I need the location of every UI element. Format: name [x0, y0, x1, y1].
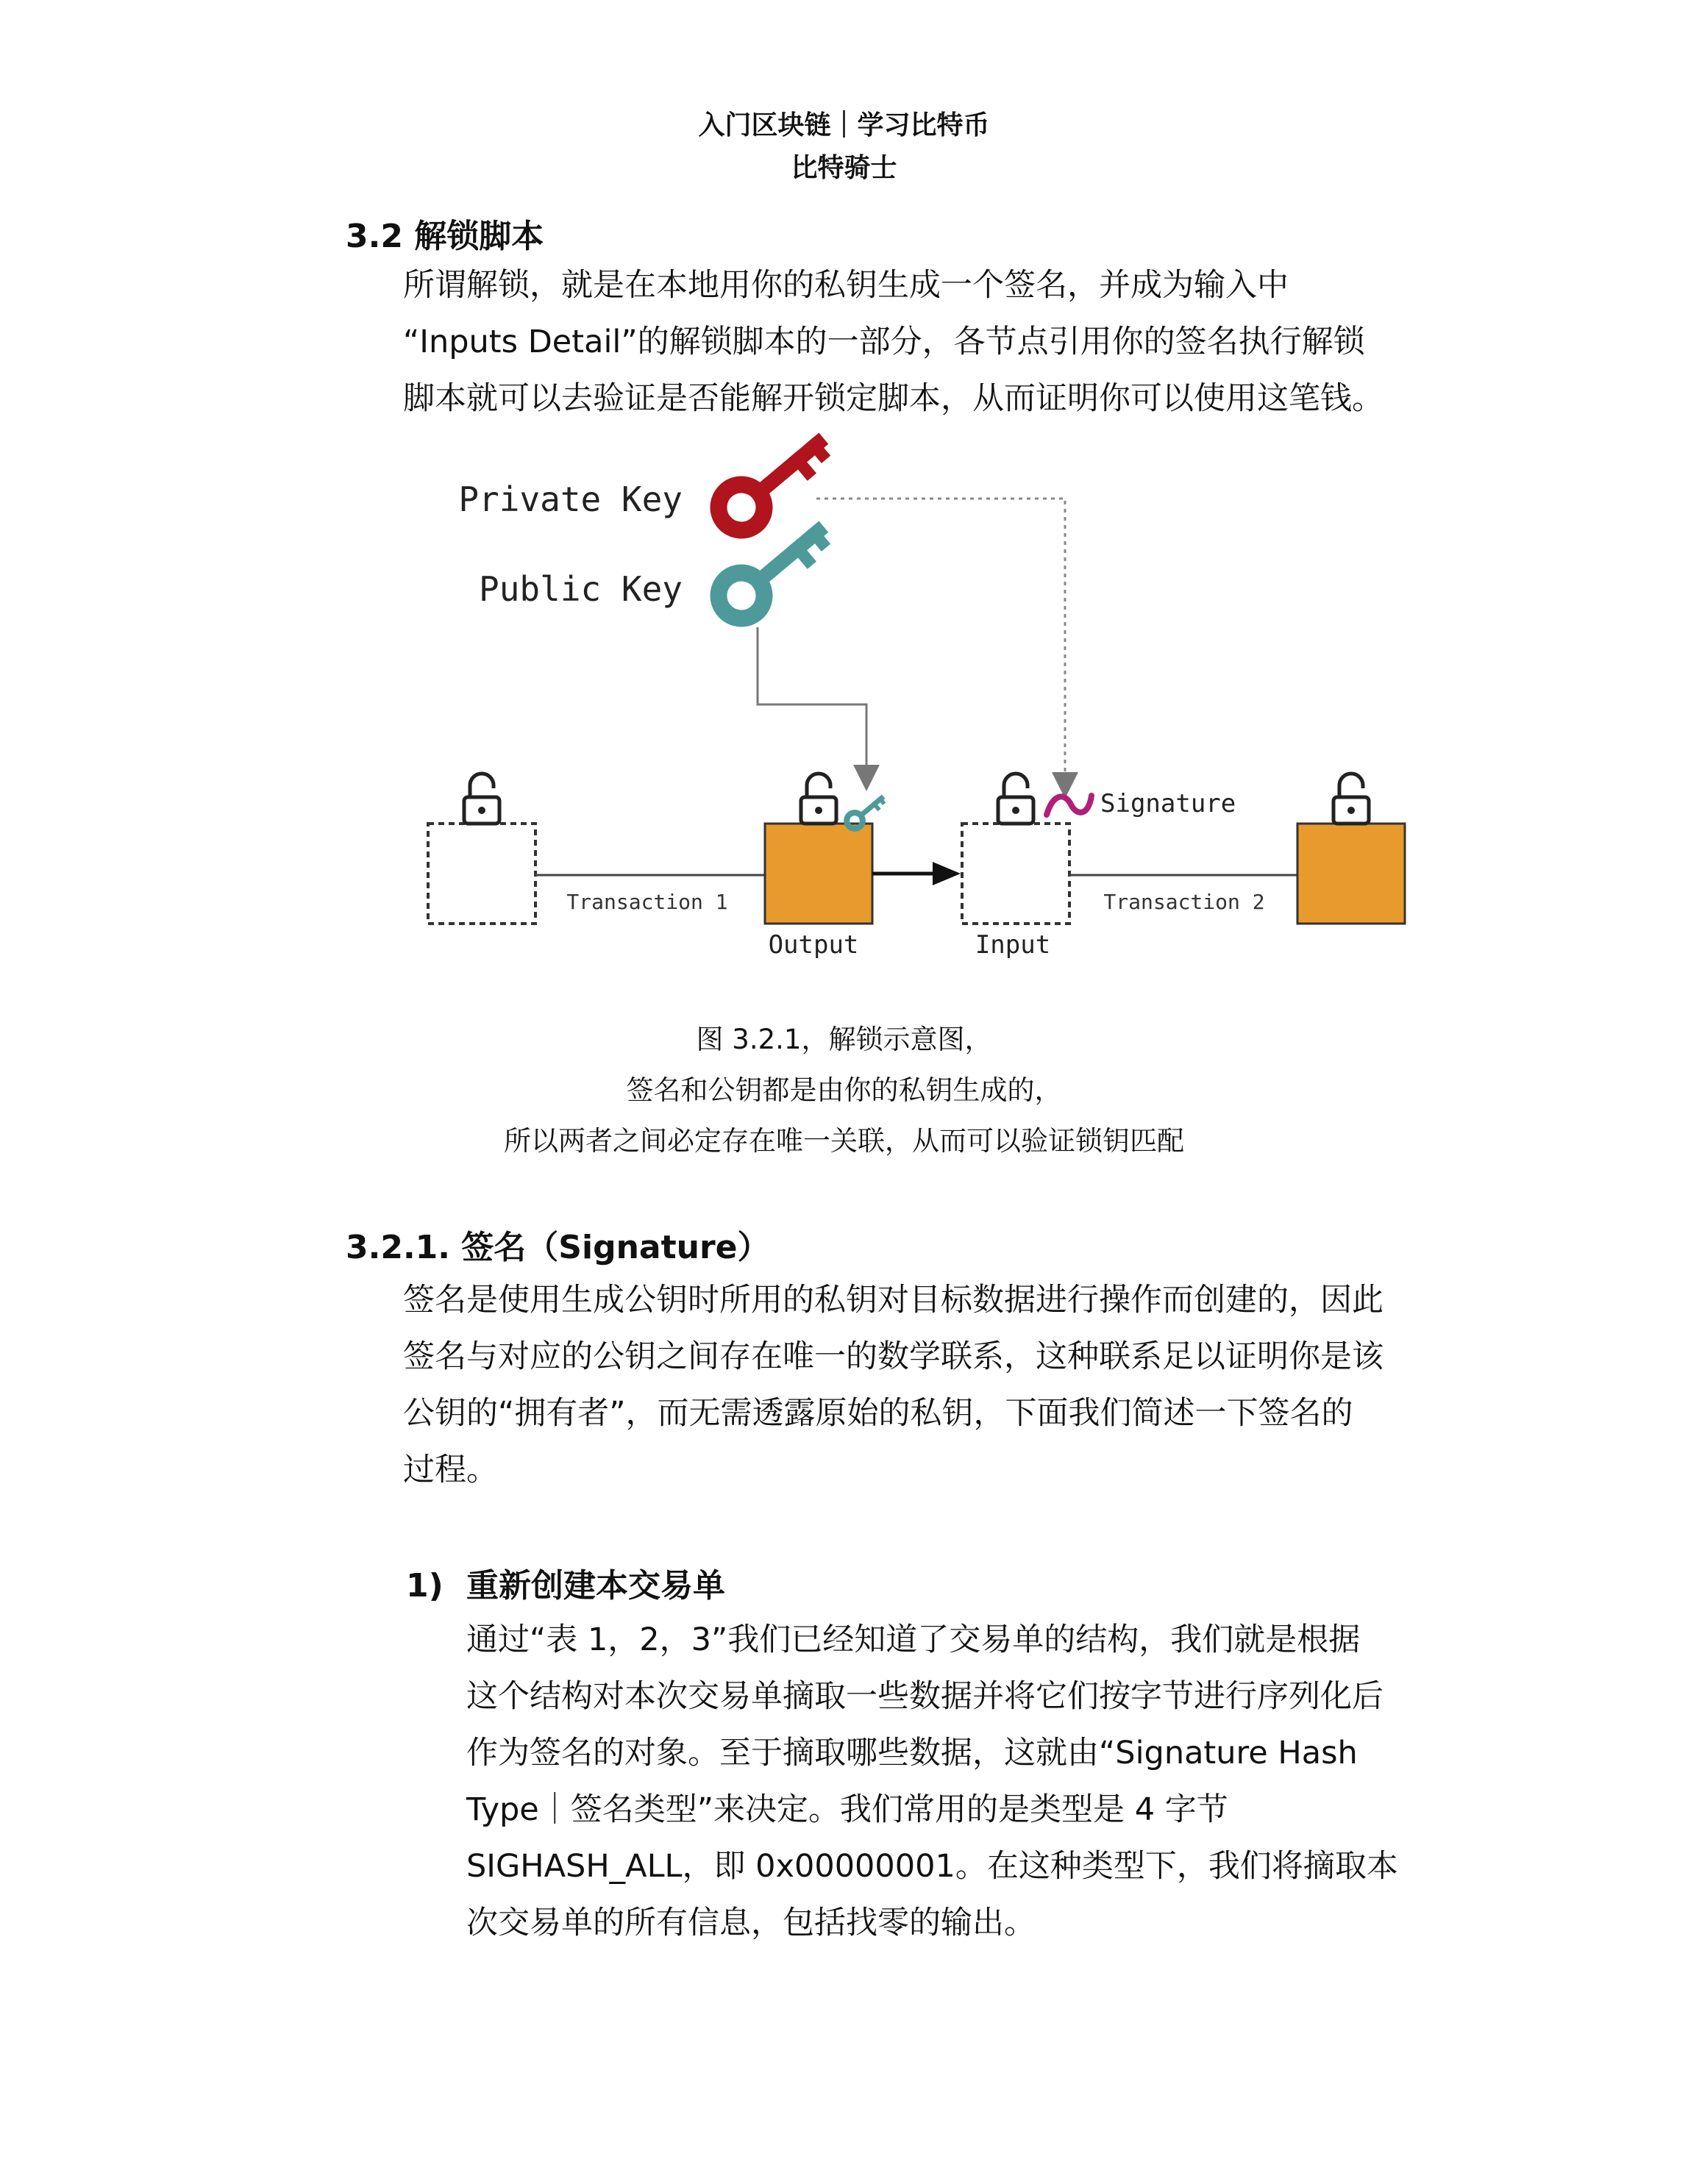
transaction-1-label: Transaction 1	[566, 890, 728, 914]
intro-line: 所谓解锁，就是在本地用你的私钥生成一个签名，并成为输入中	[403, 267, 1289, 304]
padlock-icon	[801, 774, 836, 824]
intro-paragraph	[403, 257, 1447, 427]
signature-line: 过程。	[403, 1452, 498, 1488]
signature-icon	[1047, 796, 1091, 815]
private-key-connector	[816, 499, 1065, 785]
intro-line: “Inputs Detail”的解锁脚本的一部分，各节点引用你的签名执行解锁	[403, 324, 1365, 360]
signature-label: Signature	[1100, 789, 1236, 818]
list-item-line: SIGHASH_ALL，即 0x00000001。在这种类型下，我们将摘取本	[466, 1848, 1398, 1885]
document-header-title: 入门区块链｜学习比特币	[698, 110, 990, 140]
figure-caption: 签名和公钥都是由你的私钥生成的，	[626, 1074, 1062, 1106]
list-item-line: 这个结构对本次交易单摘取一些数据并将它们按字节进行序列化后	[466, 1678, 1383, 1715]
public-key-label: Public Key	[479, 569, 683, 609]
signature-line: 公钥的“拥有者”，而无需透露原始的私钥，下面我们简述一下签名的	[403, 1395, 1353, 1432]
signature-line: 签名与对应的公钥之间存在唯一的数学联系，这种联系足以证明你是该	[403, 1338, 1383, 1375]
section-heading: 3.2 解锁脚本	[346, 218, 544, 255]
subsection-heading: 3.2.1. 签名（Signature）	[346, 1229, 770, 1266]
intro-line: 脚本就可以去验证是否能解开锁定脚本，从而证明你可以使用这笔钱。	[403, 380, 1383, 417]
private-key-label: Private Key	[458, 479, 683, 519]
signature-line: 签名是使用生成公钥时所用的私钥对目标数据进行操作而创建的，因此	[403, 1282, 1383, 1318]
padlock-icon	[1333, 774, 1369, 824]
tx2-output-box	[1297, 824, 1405, 924]
output-box	[765, 824, 872, 924]
figure-caption: 所以两者之间必定存在唯一关联，从而可以验证锁钥匹配	[504, 1125, 1184, 1157]
public-key-connector	[758, 627, 866, 778]
input-box	[962, 824, 1069, 924]
list-item-number: 1)	[406, 1567, 444, 1605]
list-item-line: Type｜签名类型”来决定。我们常用的是类型是 4 字节	[466, 1791, 1228, 1828]
figure-caption: 图 3.2.1，解锁示意图，	[696, 1024, 992, 1055]
arrow-head	[933, 862, 961, 885]
list-item-line: 通过“表 1，2，3”我们已经知道了交易单的结构，我们就是根据	[466, 1621, 1361, 1658]
output-label: Output	[768, 930, 859, 960]
list-item-body	[466, 1612, 1452, 1952]
list-item-line: 作为签名的对象。至于摘取哪些数据，这就由“Signature Hash	[466, 1735, 1358, 1771]
padlock-icon	[464, 774, 499, 824]
list-item-title: 重新创建本交易单	[466, 1567, 725, 1605]
tx1-input-box	[428, 824, 535, 924]
list-item-line: 次交易单的所有信息，包括找零的输出。	[466, 1905, 1036, 1941]
input-label: Input	[975, 930, 1051, 960]
signature-paragraph	[403, 1272, 1447, 1499]
padlock-icon	[998, 774, 1033, 824]
transaction-2-label: Transaction 2	[1103, 890, 1265, 914]
list-item-heading	[406, 1559, 725, 1606]
document-header-author: 比特骑士	[791, 153, 897, 183]
unlock-diagram	[0, 412, 1688, 971]
